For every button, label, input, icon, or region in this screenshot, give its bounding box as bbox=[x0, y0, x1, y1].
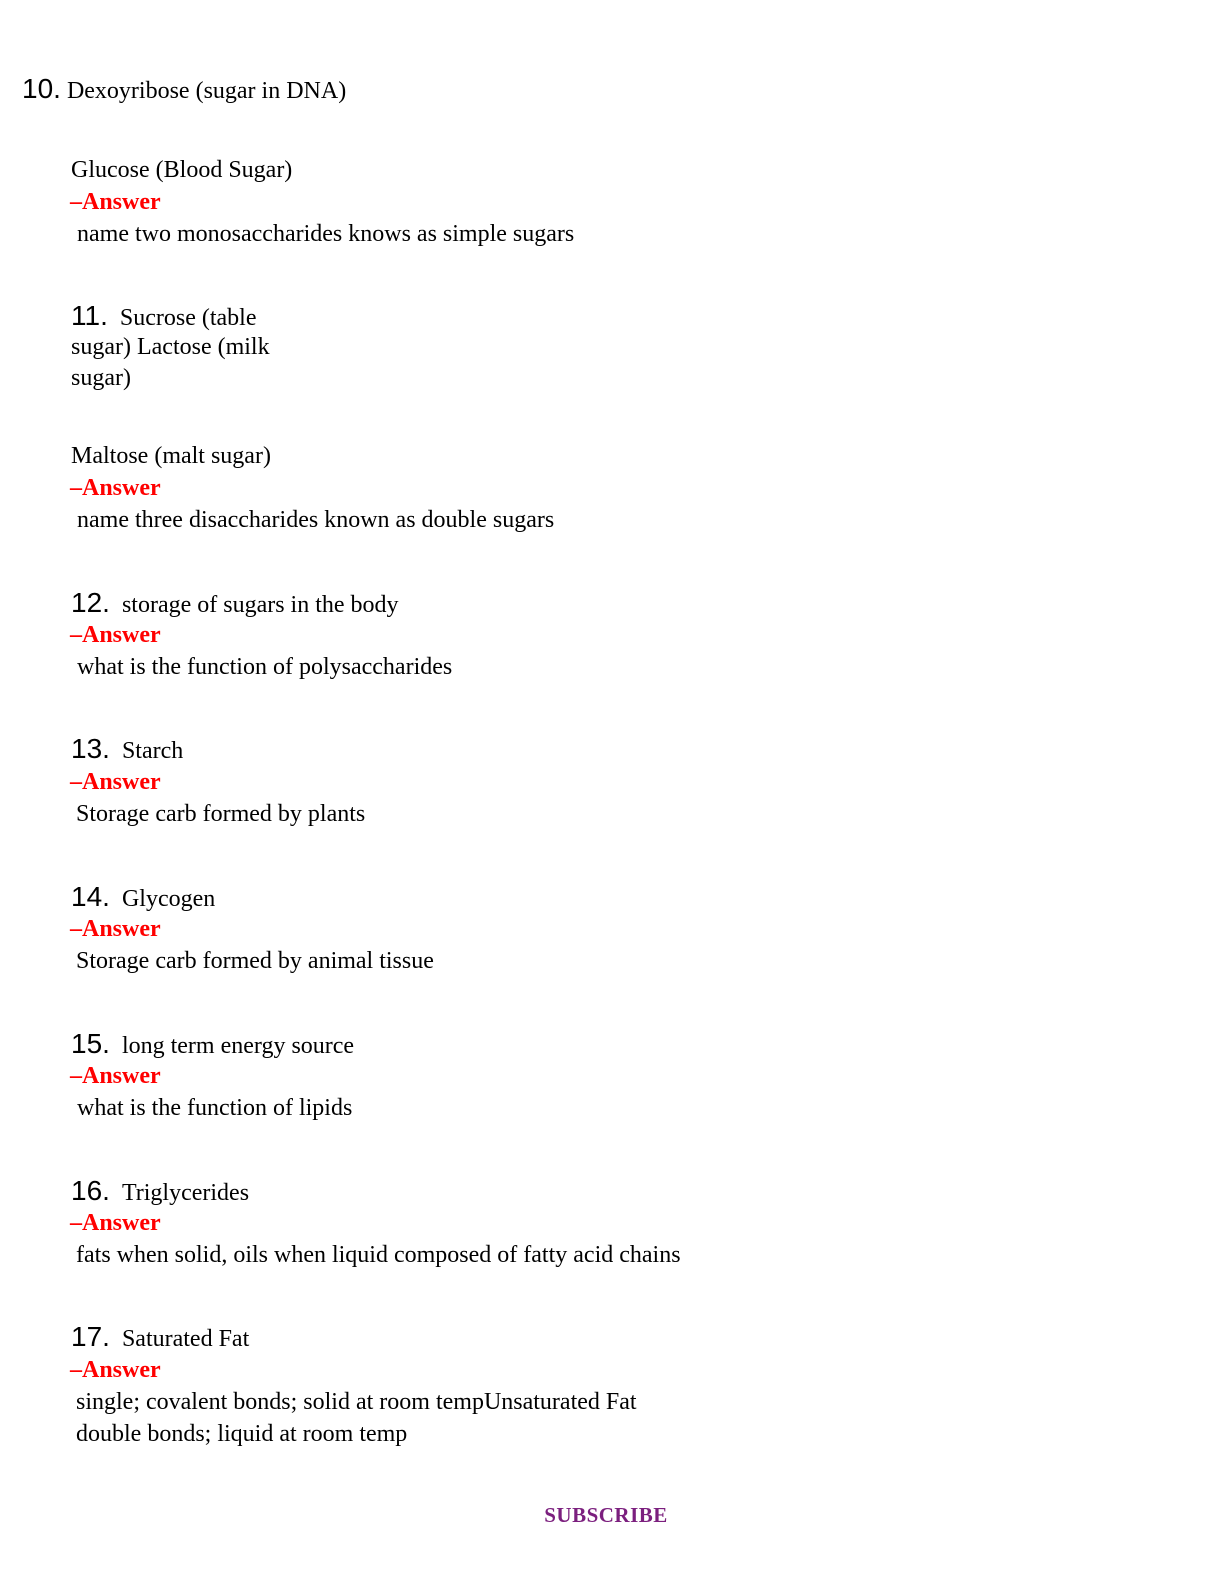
question-10-term bbox=[22, 74, 346, 106]
question-number: 14. bbox=[71, 881, 110, 912]
answer-text: fats when solid, oils when liquid composed of fatty acid chains bbox=[76, 1242, 681, 1268]
question-term: Starch bbox=[121, 738, 184, 764]
question-14-term bbox=[71, 882, 215, 914]
answer-label: –Answer bbox=[70, 1063, 161, 1089]
question-number: 10. bbox=[22, 73, 61, 104]
question-number: 11. bbox=[71, 300, 108, 331]
question-16-term bbox=[71, 1176, 249, 1208]
answer-text: single; covalent bonds; solid at room tempUnsaturated Fat bbox=[76, 1389, 637, 1415]
question-11-term bbox=[71, 301, 256, 333]
subscribe-link[interactable]: SUBSCRIBE bbox=[544, 1503, 668, 1527]
question-term: storage of sugars in the body bbox=[121, 592, 399, 618]
question-term: Sucrose (table bbox=[119, 305, 257, 331]
question-15-term bbox=[71, 1029, 354, 1061]
question-number: 17. bbox=[71, 1321, 110, 1352]
question-number: 16. bbox=[71, 1175, 110, 1206]
answer-label: –Answer bbox=[70, 622, 161, 648]
answer-label: –Answer bbox=[70, 1210, 161, 1236]
question-term: long term energy source bbox=[121, 1033, 355, 1059]
question-12-term bbox=[71, 588, 399, 620]
answer-text: Storage carb formed by animal tissue bbox=[76, 948, 434, 974]
question-term-line: sugar) bbox=[71, 365, 131, 391]
question-term-line: Maltose (malt sugar) bbox=[71, 443, 271, 469]
question-number: 15. bbox=[71, 1028, 110, 1059]
answer-text: name two monosaccharides knows as simple sugars bbox=[77, 221, 575, 247]
question-term: Triglycerides bbox=[121, 1180, 250, 1206]
question-term-line: Glucose (Blood Sugar) bbox=[71, 157, 293, 183]
answer-text: Storage carb formed by plants bbox=[76, 801, 366, 827]
answer-label: –Answer bbox=[70, 1357, 161, 1383]
answer-text: what is the function of lipids bbox=[77, 1095, 353, 1121]
answer-label: –Answer bbox=[70, 769, 161, 795]
question-term: Dexoyribose (sugar in DNA) bbox=[66, 78, 347, 104]
answer-text: name three disaccharides known as double sugars bbox=[77, 507, 555, 533]
question-term-line: sugar) Lactose (milk bbox=[71, 334, 270, 360]
answer-text: double bonds; liquid at room temp bbox=[76, 1421, 408, 1447]
answer-text: what is the function of polysaccharides bbox=[77, 654, 453, 680]
question-number: 13. bbox=[71, 733, 110, 764]
question-term: Saturated Fat bbox=[121, 1326, 250, 1352]
question-number: 12. bbox=[71, 587, 110, 618]
answer-label: –Answer bbox=[70, 475, 161, 501]
answer-label: –Answer bbox=[70, 189, 161, 215]
question-term: Glycogen bbox=[121, 886, 216, 912]
question-17-term bbox=[71, 1322, 249, 1354]
question-13-term bbox=[71, 734, 183, 766]
answer-label: –Answer bbox=[70, 916, 161, 942]
